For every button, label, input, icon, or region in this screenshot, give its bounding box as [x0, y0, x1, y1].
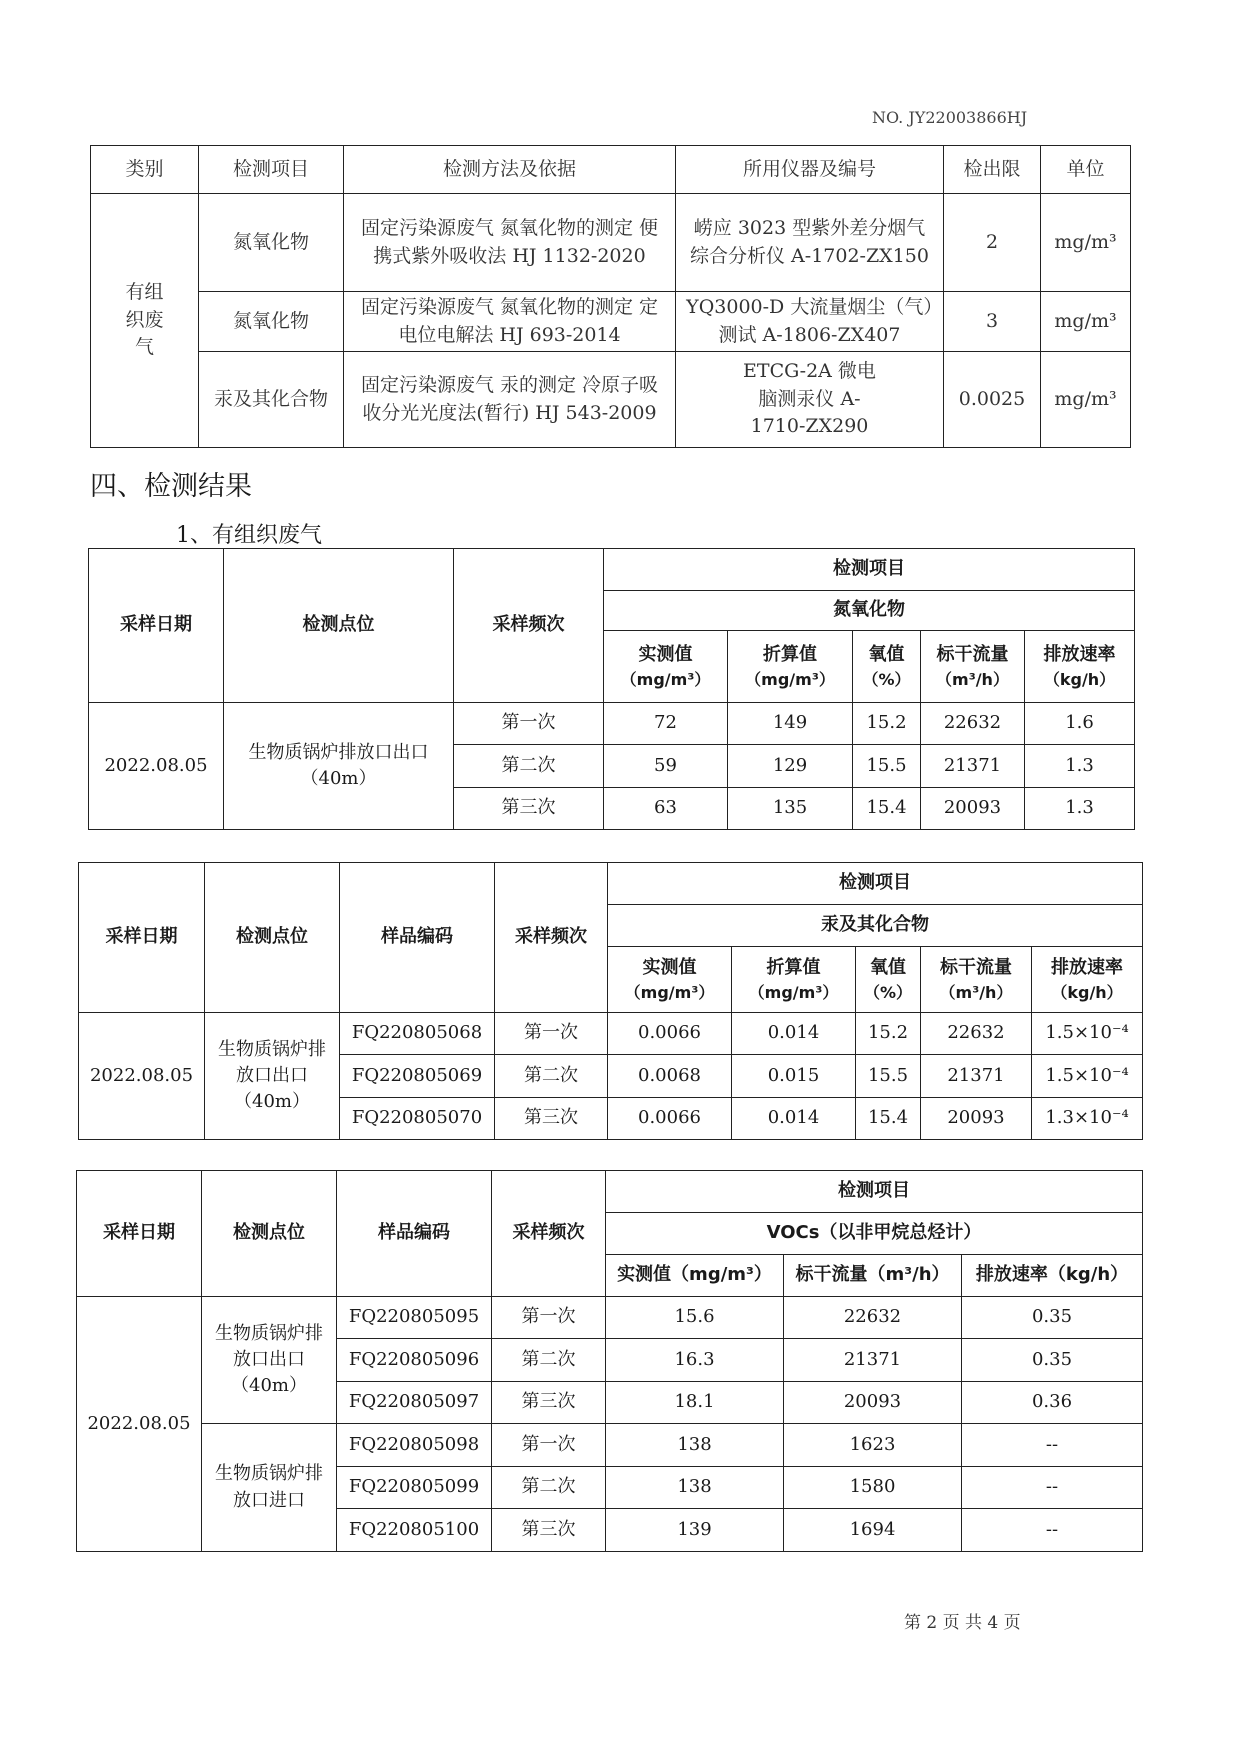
- measured: 59: [604, 745, 728, 788]
- subsection-title: 1、有组织废气: [176, 523, 322, 548]
- table-row: [77, 1424, 1143, 1467]
- flow: 20093: [921, 1098, 1032, 1140]
- report-number: NO. JY22003866HJ: [872, 108, 1028, 127]
- sample-code: FQ220805095: [337, 1297, 492, 1339]
- method-text: 固定污染源废气 汞的测定 冷原子吸收分光光度法(暂行) HJ 543-2009: [344, 352, 676, 448]
- header-items: 检测项目: [604, 549, 1135, 591]
- page-number: 第 2 页 共 4 页: [904, 1613, 1021, 1633]
- sample-code: FQ220805096: [337, 1339, 492, 1382]
- measured: 15.6: [606, 1297, 784, 1339]
- category-cell: 有组织废气: [91, 194, 199, 448]
- unit: mg/m³: [1041, 292, 1131, 352]
- measured: 138: [606, 1424, 784, 1467]
- converted: 135: [728, 788, 853, 830]
- header-converted: 折算值 （mg/m³）: [728, 631, 853, 703]
- header-rate: 排放速率（kg/h）: [962, 1255, 1143, 1297]
- rate: 1.3: [1025, 745, 1135, 788]
- flow: 22632: [784, 1297, 962, 1339]
- header-oxygen: 氧值 （%）: [853, 631, 921, 703]
- freq: 第三次: [492, 1382, 606, 1424]
- header-freq: 采样频次: [454, 549, 604, 703]
- method-item: 氮氧化物: [199, 194, 344, 292]
- header-code: 样品编码: [337, 1171, 492, 1297]
- rate: --: [962, 1467, 1143, 1509]
- rate: 0.36: [962, 1382, 1143, 1424]
- rate: 1.6: [1025, 703, 1135, 745]
- pollutant-name: VOCs（以非甲烷总烃计）: [606, 1213, 1143, 1255]
- header-flow: 标干流量 （m³/h）: [921, 631, 1025, 703]
- freq: 第一次: [454, 703, 604, 745]
- detection-limit: 2: [944, 194, 1041, 292]
- header-unit: 单位: [1041, 146, 1131, 194]
- rate: 0.35: [962, 1297, 1143, 1339]
- oxygen: 15.2: [856, 1013, 921, 1055]
- header-converted: 折算值 （mg/m³）: [732, 947, 856, 1013]
- flow: 22632: [921, 703, 1025, 745]
- flow: 21371: [921, 1055, 1032, 1098]
- flow: 1623: [784, 1424, 962, 1467]
- table-row: [89, 703, 1135, 745]
- freq: 第二次: [495, 1055, 608, 1098]
- measured: 0.0068: [608, 1055, 732, 1098]
- header-measured: 实测值 （mg/m³）: [604, 631, 728, 703]
- header-measured: 实测值（mg/m³）: [606, 1255, 784, 1297]
- rate: --: [962, 1509, 1143, 1552]
- freq: 第二次: [492, 1467, 606, 1509]
- sample-date: 2022.08.05: [77, 1297, 202, 1552]
- rate: 1.5×10⁻⁴: [1032, 1013, 1143, 1055]
- freq: 第三次: [454, 788, 604, 830]
- measured: 16.3: [606, 1339, 784, 1382]
- method-table-header: [91, 146, 1131, 194]
- method-row: [91, 194, 1131, 292]
- header-rate: 排放速率 （kg/h）: [1025, 631, 1135, 703]
- method-item: 汞及其化合物: [199, 352, 344, 448]
- header-flow: 标干流量 （m³/h）: [921, 947, 1032, 1013]
- header-instrument: 所用仪器及编号: [676, 146, 944, 194]
- measured: 0.0066: [608, 1098, 732, 1140]
- nox-results-table: [88, 548, 1135, 830]
- header-date: 采样日期: [89, 549, 224, 703]
- detection-limit: 0.0025: [944, 352, 1041, 448]
- header-item: 检测项目: [199, 146, 344, 194]
- rate: 0.35: [962, 1339, 1143, 1382]
- instrument-text: YQ3000-D 大流量烟尘（气）测试 A-1806-ZX407: [676, 292, 944, 352]
- header-flow: 标干流量（m³/h）: [784, 1255, 962, 1297]
- sample-code: FQ220805068: [340, 1013, 495, 1055]
- flow: 21371: [921, 745, 1025, 788]
- header-date: 采样日期: [77, 1171, 202, 1297]
- header-items: 检测项目: [606, 1171, 1143, 1213]
- header-freq: 采样频次: [492, 1171, 606, 1297]
- freq: 第三次: [495, 1098, 608, 1140]
- converted: 129: [728, 745, 853, 788]
- header-date: 采样日期: [79, 863, 205, 1013]
- header-limit: 检出限: [944, 146, 1041, 194]
- instrument-text: ETCG-2A 微电脑测汞仪 A-1710-ZX290: [676, 352, 944, 448]
- sample-code: FQ220805097: [337, 1382, 492, 1424]
- detection-limit: 3: [944, 292, 1041, 352]
- header-method: 检测方法及依据: [344, 146, 676, 194]
- flow: 1694: [784, 1509, 962, 1552]
- method-row: [91, 352, 1131, 448]
- sample-date: 2022.08.05: [79, 1013, 205, 1140]
- sample-point: 生物质锅炉排放口出口（40m）: [202, 1297, 337, 1424]
- header-point: 检测点位: [205, 863, 340, 1013]
- freq: 第二次: [492, 1339, 606, 1382]
- rate: 1.3×10⁻⁴: [1032, 1098, 1143, 1140]
- mercury-results-table: [78, 862, 1143, 1140]
- sample-code: FQ220805070: [340, 1098, 495, 1140]
- header-freq: 采样频次: [495, 863, 608, 1013]
- converted: 0.015: [732, 1055, 856, 1098]
- method-text: 固定污染源废气 氮氧化物的测定 定电位电解法 HJ 693-2014: [344, 292, 676, 352]
- unit: mg/m³: [1041, 194, 1131, 292]
- method-row: [91, 292, 1131, 352]
- oxygen: 15.2: [853, 703, 921, 745]
- header-rate: 排放速率 （kg/h）: [1032, 947, 1143, 1013]
- oxygen: 15.4: [853, 788, 921, 830]
- header-measured: 实测值 （mg/m³）: [608, 947, 732, 1013]
- method-table: [90, 145, 1131, 448]
- measured: 0.0066: [608, 1013, 732, 1055]
- measured: 18.1: [606, 1382, 784, 1424]
- sample-code: FQ220805098: [337, 1424, 492, 1467]
- measured: 63: [604, 788, 728, 830]
- freq: 第三次: [492, 1509, 606, 1552]
- sample-point: 生物质锅炉排放口出口（40m）: [205, 1013, 340, 1140]
- method-item: 氮氧化物: [199, 292, 344, 352]
- pollutant-name: 汞及其化合物: [608, 905, 1143, 947]
- flow: 22632: [921, 1013, 1032, 1055]
- oxygen: 15.5: [856, 1055, 921, 1098]
- converted: 149: [728, 703, 853, 745]
- header-point: 检测点位: [202, 1171, 337, 1297]
- measured: 139: [606, 1509, 784, 1552]
- oxygen: 15.4: [856, 1098, 921, 1140]
- rate: 1.3: [1025, 788, 1135, 830]
- oxygen: 15.5: [853, 745, 921, 788]
- freq: 第一次: [495, 1013, 608, 1055]
- header-code: 样品编码: [340, 863, 495, 1013]
- sample-point: 生物质锅炉排放口出口（40m）: [224, 703, 454, 830]
- flow: 1580: [784, 1467, 962, 1509]
- sample-code: FQ220805099: [337, 1467, 492, 1509]
- measured: 138: [606, 1467, 784, 1509]
- header-point: 检测点位: [224, 549, 454, 703]
- freq: 第一次: [492, 1297, 606, 1339]
- method-text: 固定污染源废气 氮氧化物的测定 便携式紫外吸收法 HJ 1132-2020: [344, 194, 676, 292]
- table-row: [79, 1013, 1143, 1055]
- header-items: 检测项目: [608, 863, 1143, 905]
- freq: 第一次: [492, 1424, 606, 1467]
- sample-date: 2022.08.05: [89, 703, 224, 830]
- converted: 0.014: [732, 1098, 856, 1140]
- flow: 21371: [784, 1339, 962, 1382]
- flow: 20093: [784, 1382, 962, 1424]
- sample-point: 生物质锅炉排放口进口: [202, 1424, 337, 1552]
- header-oxygen: 氧值 （%）: [856, 947, 921, 1013]
- section-title: 四、检测结果: [90, 471, 252, 502]
- converted: 0.014: [732, 1013, 856, 1055]
- rate: --: [962, 1424, 1143, 1467]
- sample-code: FQ220805100: [337, 1509, 492, 1552]
- freq: 第二次: [454, 745, 604, 788]
- measured: 72: [604, 703, 728, 745]
- header-category: 类别: [91, 146, 199, 194]
- rate: 1.5×10⁻⁴: [1032, 1055, 1143, 1098]
- vocs-results-table: [76, 1170, 1143, 1552]
- instrument-text: 崂应 3023 型紫外差分烟气综合分析仪 A-1702-ZX150: [676, 194, 944, 292]
- flow: 20093: [921, 788, 1025, 830]
- sample-code: FQ220805069: [340, 1055, 495, 1098]
- unit: mg/m³: [1041, 352, 1131, 448]
- table-row: [77, 1297, 1143, 1339]
- pollutant-name: 氮氧化物: [604, 591, 1135, 631]
